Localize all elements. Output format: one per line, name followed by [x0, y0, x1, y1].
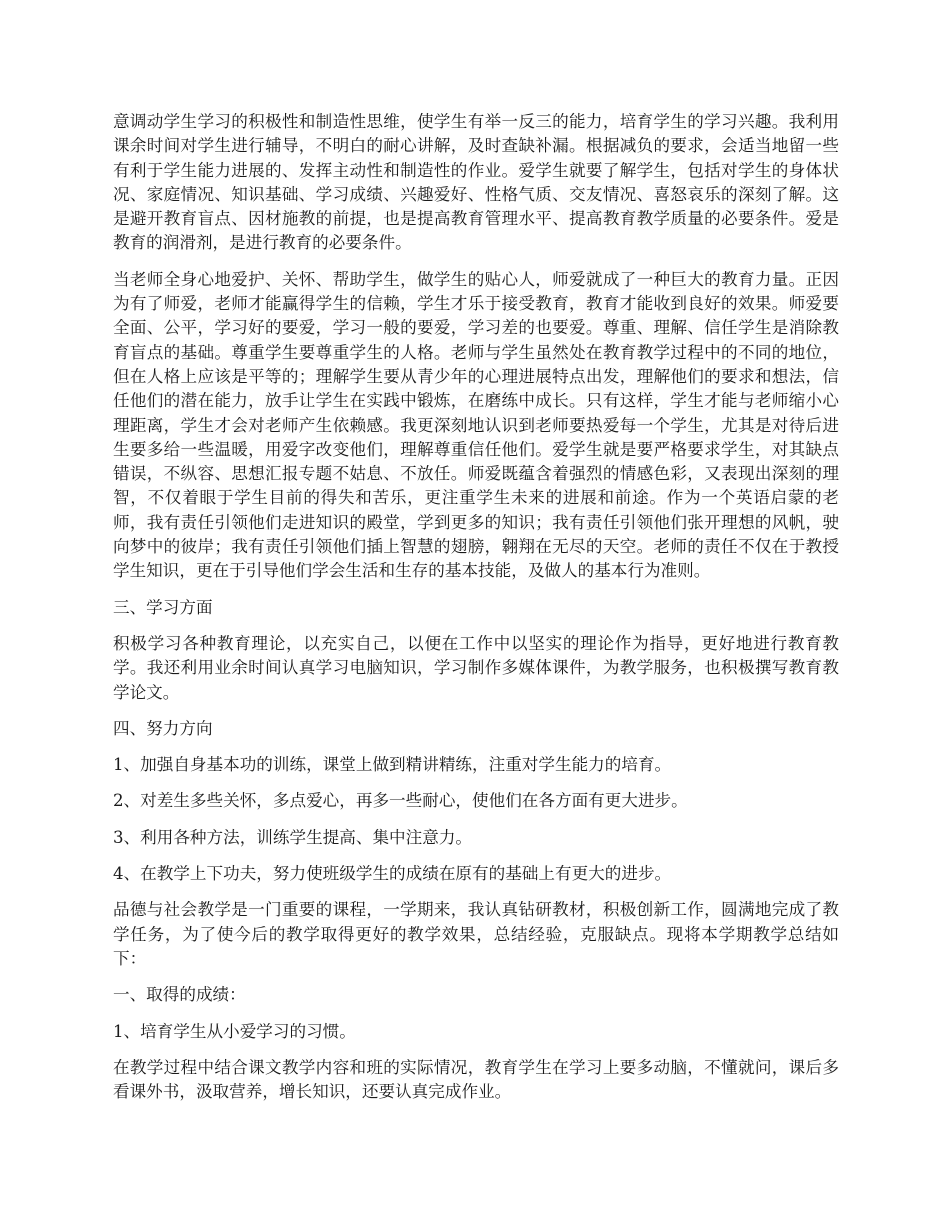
section-heading-study: 三、学习方面	[113, 597, 213, 617]
paragraph-teacher-love: 当老师全身心地爱护、关怀、帮助学生，做学生的贴心人，师爱就成了一种巨大的教育力量。正因为有了师爱，老师才能赢得学生的信赖，学生才乐于接受教育，教育才能收到良好的效果。师爱要全面、公平，学习好的要爱，学习一般的要爱，学习差的也要爱。尊重、理解、信任学生是消除教育盲点的基础。尊重学生要尊重学生的人格。老师与学生虽然处在教育教学过程中的不同的地位，但在人格上应该是平等的；理解学生要从青少年的心理进展特点出发，理解他们的要求和想法，信任他们的潜在能力，放手让学生在实践中锻炼，在磨练中成长。只有这样，学生才能与老师缩小心理距离，学生才会对老师产生依赖感。我更深刻地认识到老师要热爱每一个学生，尤其是对待后进生要多给一些温暖，用爱字改变他们，理解尊重信任他们。爱学生就是要严格要求学生，对其缺点错误，不纵容、思想汇报专题不姑息、不放任。师爱既蕴含着强烈的情感色彩，又表现出深刻的理智，不仅着眼于学生目前的得失和苦乐，更注重学生未来的进展和前途。作为一个英语启蒙的老师，我有责任引领他们走进知识的殿堂，学到更多的知识；我有责任引领他们张开理想的风帆，驶向梦中的彼岸；我有责任引领他们插上智慧的翅膀，翱翔在无尽的天空。老师的责任不仅在于教授学生知识，更在于引导他们学会生活和生存的基本技能，及做人的基本行为准则。	[113, 269, 839, 581]
document-body	[113, 110, 839, 1116]
list-item-direction-1: 1、加强自身基本功的训练，课堂上做到精讲精练，注重对学生能力的培育。	[113, 755, 672, 775]
list-item-direction-3: 3、利用各种方法，训练学生提高、集中注意力。	[113, 827, 473, 847]
paragraph-achievement-detail: 在教学过程中结合课文教学内容和班的实际情况，教育学生在学习上要多动脑，不懂就问，课后多看课外书，汲取营养，增长知识，还要认真完成作业。	[113, 1057, 839, 1102]
paragraph-study: 积极学习各种教育理论，以充实自己，以便在工作中以坚实的理论作为指导，更好地进行教育教学。我还利用业余时间认真学习电脑知识，学习制作多媒体课件，为教学服务，也积极撰写教育教学论文。	[113, 633, 839, 702]
list-item-direction-2: 2、对差生多些关怀，多点爱心，再多一些耐心，使他们在各方面有更大进步。	[113, 791, 688, 811]
list-item-direction-4: 4、在教学上下功夫，努力使班级学生的成绩在原有的基础上有更大的进步。	[113, 864, 672, 884]
section-heading-direction: 四、努力方向	[113, 718, 213, 738]
section-heading-achievements: 一、取得的成绩：	[113, 985, 246, 1005]
paragraph-care-interest: 意调动学生学习的积极性和制造性思维，使学生有举一反三的能力，培育学生的学习兴趣。我利用课余时间对学生进行辅导，不明白的耐心讲解，及时查缺补漏。根据减负的要求，会适当地留一些有利于学生能力进展的、发挥主动性和制造性的作业。爱学生就要了解学生，包括对学生的身体状况、家庭情况、知识基础、学习成绩、兴趣爱好、性格气质、交友情况、喜怒哀乐的深刻了解。这是避开教育盲点、因材施教的前提，也是提高教育管理水平、提高教育教学质量的必要条件。爱是教育的润滑剂，是进行教育的必要条件。	[113, 112, 839, 253]
paragraph-summary-intro: 品德与社会教学是一门重要的课程，一学期来，我认真钻研教材，积极创新工作，圆满地完成了教学任务，为了使今后的教学取得更好的教学效果，总结经验，克服缺点。现将本学期教学总结如下：	[113, 900, 839, 968]
list-item-achievement-1: 1、培育学生从小爱学习的习惯。	[113, 1021, 356, 1041]
